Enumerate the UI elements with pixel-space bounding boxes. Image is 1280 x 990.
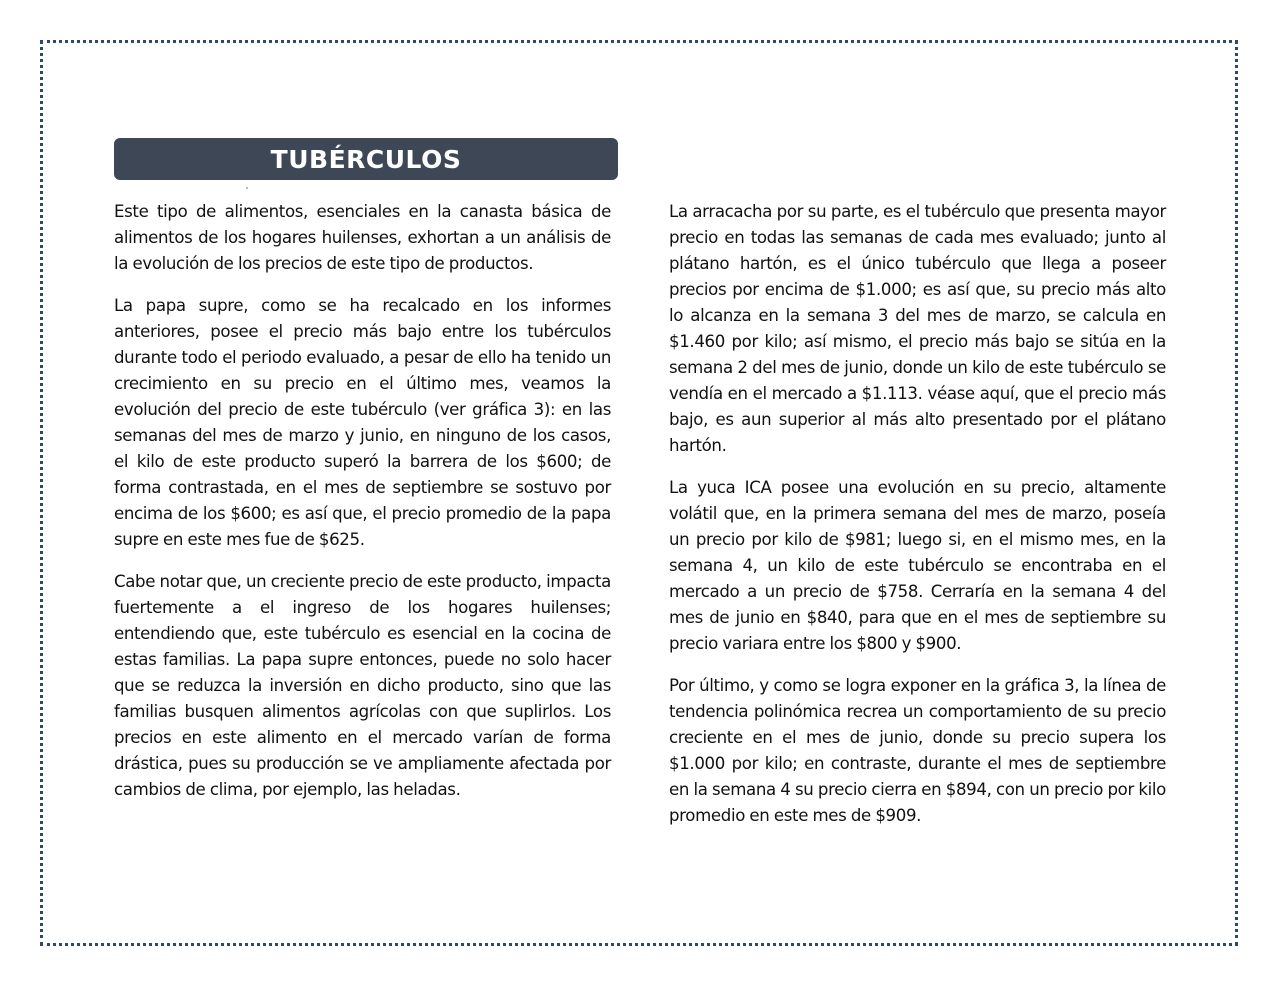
- right-column: [669, 199, 1166, 845]
- paragraph: La arracacha por su parte, es el tubérculo que presenta mayor precio en todas las semanas de cada mes evaluado; junto al plátano hartón, es el único tubérculo que llega a poseer precios por encima de $1.000; es así que, su precio más alto lo alcanza en la semana 3 del mes de marzo, se calcula en $1.460 por kilo; así mismo, el precio más bajo se sitúa en la semana 2 del mes de junio, donde un kilo de este tubérculo se vendía en el mercado a $1.113. véase aquí, que el precio más bajo, es aun superior al más alto presentado por el plátano hartón.: [669, 202, 1166, 455]
- paragraph: Este tipo de alimentos, esenciales en la canasta básica de alimentos de los hogares huilenses, exhortan a un análisis de la evolución de los precios de este tipo de productos.: [114, 202, 611, 273]
- paragraph: La yuca ICA posee una evolución en su precio, altamente volátil que, en la primera semana del mes de marzo, poseía un precio por kilo de $981; luego si, en el mismo mes, en la semana 4, un kilo de este tubérculo se encontraba en el mercado a un precio de $758. Cerraría en la semana 4 del mes de junio en $840, para que en el mes de septiembre su precio variara entre los $800 y $900.: [669, 478, 1166, 653]
- section-title-banner: [114, 138, 618, 180]
- decorative-dot: [246, 187, 248, 189]
- section-title: TUBÉRCULOS: [270, 144, 462, 174]
- paragraph: La papa supre, como se ha recalcado en los informes anteriores, posee el precio más bajo entre los tubérculos durante todo el periodo evaluado, a pesar de ello ha tenido un crecimiento en su precio en el último mes, veamos la evolución del precio de este tubérculo (ver gráfica 3): en las semanas del mes de marzo y junio, en ninguno de los casos, el kilo de este producto superó la barrera de los $600; de forma contrastada, en el mes de septiembre se sostuvo por encima de los $600; es así que, el precio promedio de la papa supre en este mes fue de $625.: [114, 296, 611, 549]
- paragraph: Por último, y como se logra exponer en la gráfica 3, la línea de tendencia polinómica recrea un comportamiento de su precio creciente en el mes de junio, donde su precio supera los $1.000 por kilo; en contraste, durante el mes de septiembre en la semana 4 su precio cierra en $894, con un precio por kilo promedio en este mes de $909.: [669, 676, 1166, 825]
- paragraph: Cabe notar que, un creciente precio de este producto, impacta fuertemente a el ingreso de los hogares huilenses; entendiendo que, este tubérculo es esencial en la cocina de estas familias. La papa supre entonces, puede no solo hacer que se reduzca la inversión en dicho producto, sino que las familias busquen alimentos agrícolas con que suplirlos. Los precios en este alimento en el mercado varían de forma drástica, pues su producción se ve ampliamente afectada por cambios de clima, por ejemplo, las heladas.: [114, 572, 611, 799]
- left-column: [114, 199, 611, 819]
